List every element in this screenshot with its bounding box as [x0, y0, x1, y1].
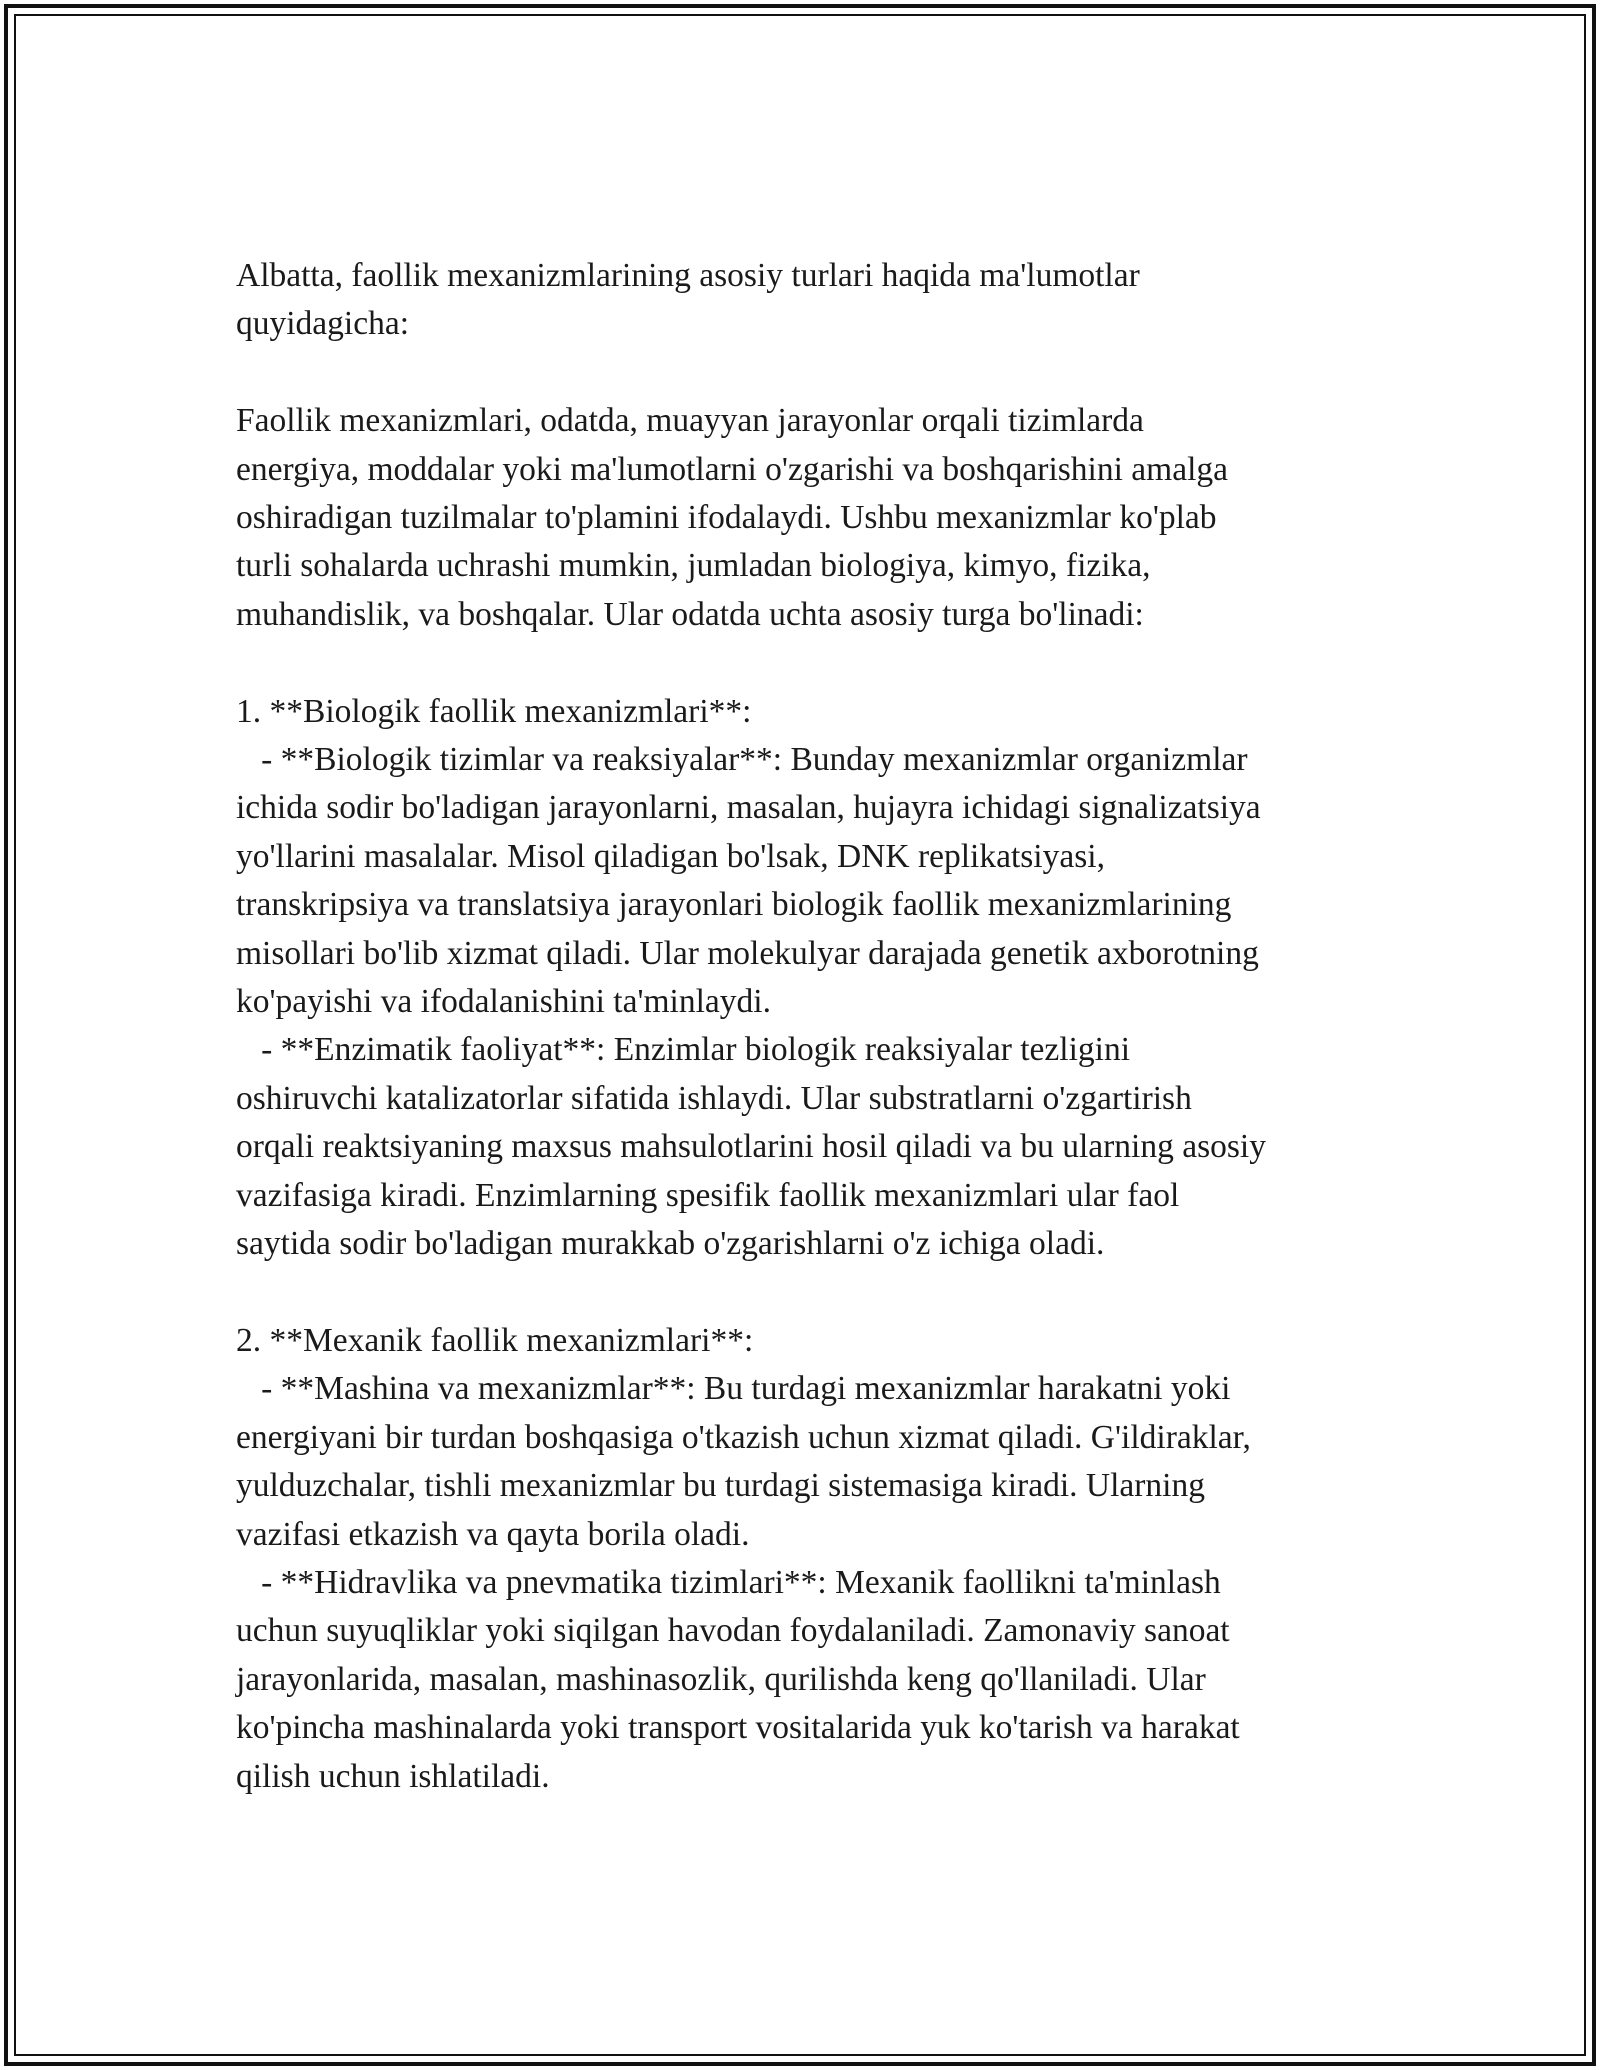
intro-paragraph: Albatta, faollik mexanizmlarining asosiy turlari haqida ma'lumotlar quyidagicha: — [236, 257, 1140, 343]
section-mechanical — [236, 1317, 1376, 1801]
list-item: - **Mashina va mexanizmlar**: Bu turdagi mexanizmlar harakatni yoki energiyani bir turdan boshqasiga o'tkazish uchun xizmat qiladi. G'ildiraklar, yulduzchalar, tishli mexanizmlar bu turdagi sistemasiga kiradi. Ularning vazifasi etkazish va qayta borila oladi. — [236, 1370, 1251, 1553]
paragraph-spacer — [236, 639, 1376, 687]
overview-paragraph: Faollik mexanizmlari, odatda, muayyan jarayonlar orqali tizimlarda energiya, moddalar yoki ma'lumotlarni o'zgarishi va boshqarishini amalga oshiradigan tuzilmalar to'plamini ifodalaydi. Ushbu mexanizmlar ko'plab turli sohalarda uchrashi mumkin, jumladan biologiya, kimyo, fizika, muhandislik, va boshqalar. Ular odatda uchta asosiy turga bo'linadi: — [236, 402, 1228, 633]
section-biological — [236, 688, 1376, 1269]
document-body — [236, 252, 1376, 1801]
list-item: - **Hidravlika va pnevmatika tizimlari**: Mexanik faollikni ta'minlash uchun suyuqliklar yoki siqilgan havodan foydalaniladi. Zamonaviy sanoat jarayonlarida, masalan, mashinasozlik, qurilishda keng qo'llaniladi. Ular ko'pincha mashinalarda yoki transport vositalarida yuk ko'tarish va harakat qilish uchun ishlatiladi. — [236, 1563, 1240, 1795]
paragraph-spacer — [236, 349, 1376, 397]
section-heading: 2. **Mexanik faollik mexanizmlari**: — [236, 1321, 754, 1359]
paragraph-spacer — [236, 1269, 1376, 1317]
list-item: - **Biologik tizimlar va reaksiyalar**: Bunday mexanizmlar organizmlar ichida sodir bo'ladigan jarayonlarni, masalan, hujayra ichidagi signalizatsiya yo'llarini masalalar. Misol qiladigan bo'lsak, DNK replikatsiyasi, transkripsiya va translatsiya jarayonlari biologik faollik mexanizmlarining misollari bo'lib xizmat qiladi. Ular molekulyar darajada genetik axborotning ko'payishi va ifodalanishini ta'minlaydi. — [236, 741, 1261, 1021]
section-heading: 1. **Biologik faollik mexanizmlari**: — [236, 692, 752, 730]
list-item: - **Enzimatik faoliyat**: Enzimlar biologik reaksiyalar tezligini oshiruvchi katalizatorlar sifatida ishlaydi. Ular substratlarni o'zgartirish orqali reaktsiyaning maxsus mahsulotlarini hosil qiladi va bu ularning asosiy vazifasiga kiradi. Enzimlarning spesifik faollik mexanizmlari ular faol saytida sodir bo'ladigan murakkab o'zgarishlarni o'z ichiga oladi. — [236, 1031, 1266, 1263]
